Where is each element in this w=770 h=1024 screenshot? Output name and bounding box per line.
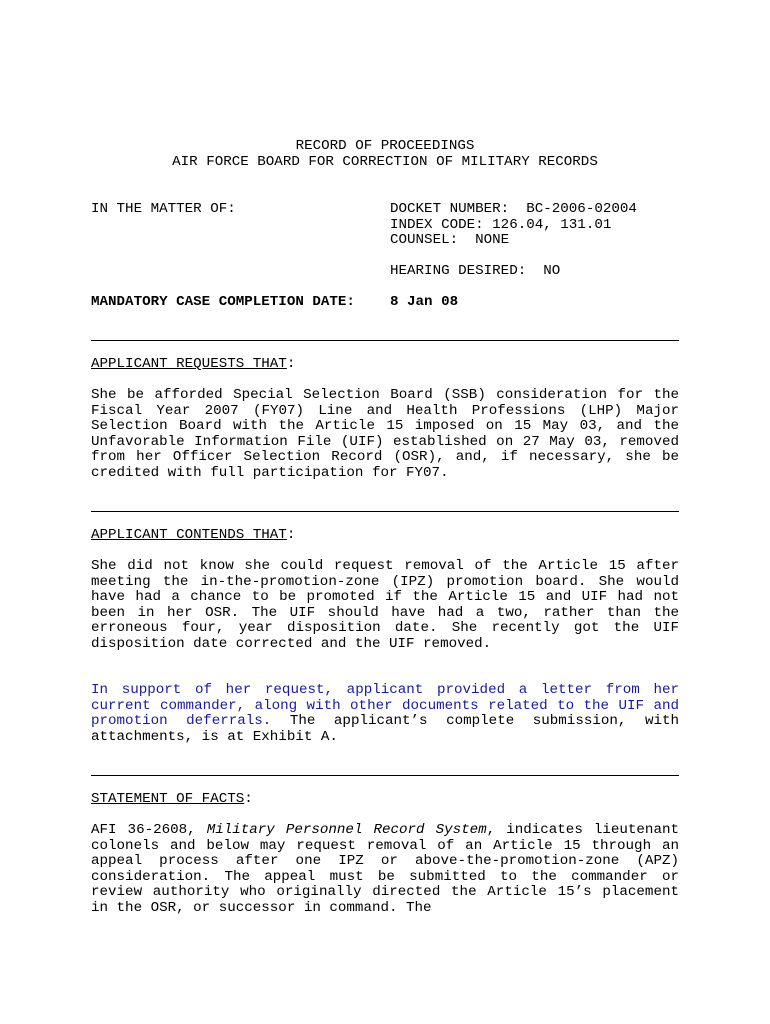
- contends-body: She did not know she could request removal of the Article 15 after meeting the in-the-promotion-zone (IPZ) promotion board. She would have had a chance to be promoted if the Article 15 and UIF had not been in her OSR. The UIF should have had a two, rather than the erroneous four, year disposition date. She recently got the UIF disposition date corrected and the UIF removed.: [91, 558, 679, 652]
- section-divider: [91, 340, 679, 341]
- contends-heading-colon: :: [286, 527, 296, 543]
- facts-body-publication-title: Military Personnel Record System: [206, 822, 487, 838]
- facts-body-start: AFI 36-2608,: [91, 822, 207, 838]
- contends-heading-text: APPLICANT CONTENDS THAT: [91, 527, 287, 543]
- mandatory-date-label: MANDATORY CASE COMPLETION DATE:: [91, 294, 355, 310]
- facts-heading-text: STATEMENT OF FACTS: [91, 791, 245, 807]
- requests-heading-text: APPLICANT REQUESTS THAT: [91, 356, 287, 372]
- facts-heading-colon: :: [244, 791, 253, 807]
- facts-body-rest: , indicates lieutenant colonels and below may request removal of an Article 15 through an appeal process after one IPZ or above-the-promotion-zone (APZ) consideration. The appeal must be submitted to the commander or review authority who originally directed the Article 15’s placement in the OSR, or successor in command. The: [91, 822, 679, 916]
- docket-number: DOCKET NUMBER: BC-2006-02004: [390, 201, 637, 217]
- contends-heading: [91, 528, 295, 544]
- index-code: INDEX CODE: 126.04, 131.01: [390, 217, 612, 233]
- requests-heading: [91, 357, 295, 373]
- contends-support: [91, 683, 679, 745]
- contends-support-rest: The applicant’s complete submission, with attachments, is at Exhibit A.: [91, 713, 679, 745]
- requests-body: She be afforded Special Selection Board (SSB) consideration for the Fiscal Year 2007 (FY07) Line and Health Professions (LHP) Major Selection Board with the Article 15 imposed on 15 May 03, and the Unfavorable Information File (UIF) established on 27 May 03, removed from her Officer Selection Record (OSR), and, if necessary, she be credited with full participation for FY07.: [91, 387, 679, 481]
- facts-heading: [91, 792, 253, 808]
- mandatory-date-value: 8 Jan 08: [390, 294, 459, 310]
- facts-body: [91, 823, 679, 917]
- contends-support-highlight: In support of her request, applicant provided a letter from her current commander, along with other documents related to the UIF and promotion deferrals.: [91, 682, 679, 730]
- requests-heading-colon: :: [286, 356, 296, 372]
- hearing-desired: HEARING DESIRED: NO: [390, 263, 561, 279]
- section-divider: [91, 511, 679, 512]
- title-record-of-proceedings: RECORD OF PROCEEDINGS: [295, 138, 475, 154]
- title-board-name: AIR FORCE BOARD FOR CORRECTION OF MILITARY RECORDS: [172, 154, 598, 170]
- matter-label: IN THE MATTER OF:: [91, 201, 236, 217]
- section-divider: [91, 775, 679, 776]
- counsel: COUNSEL: NONE: [390, 232, 510, 248]
